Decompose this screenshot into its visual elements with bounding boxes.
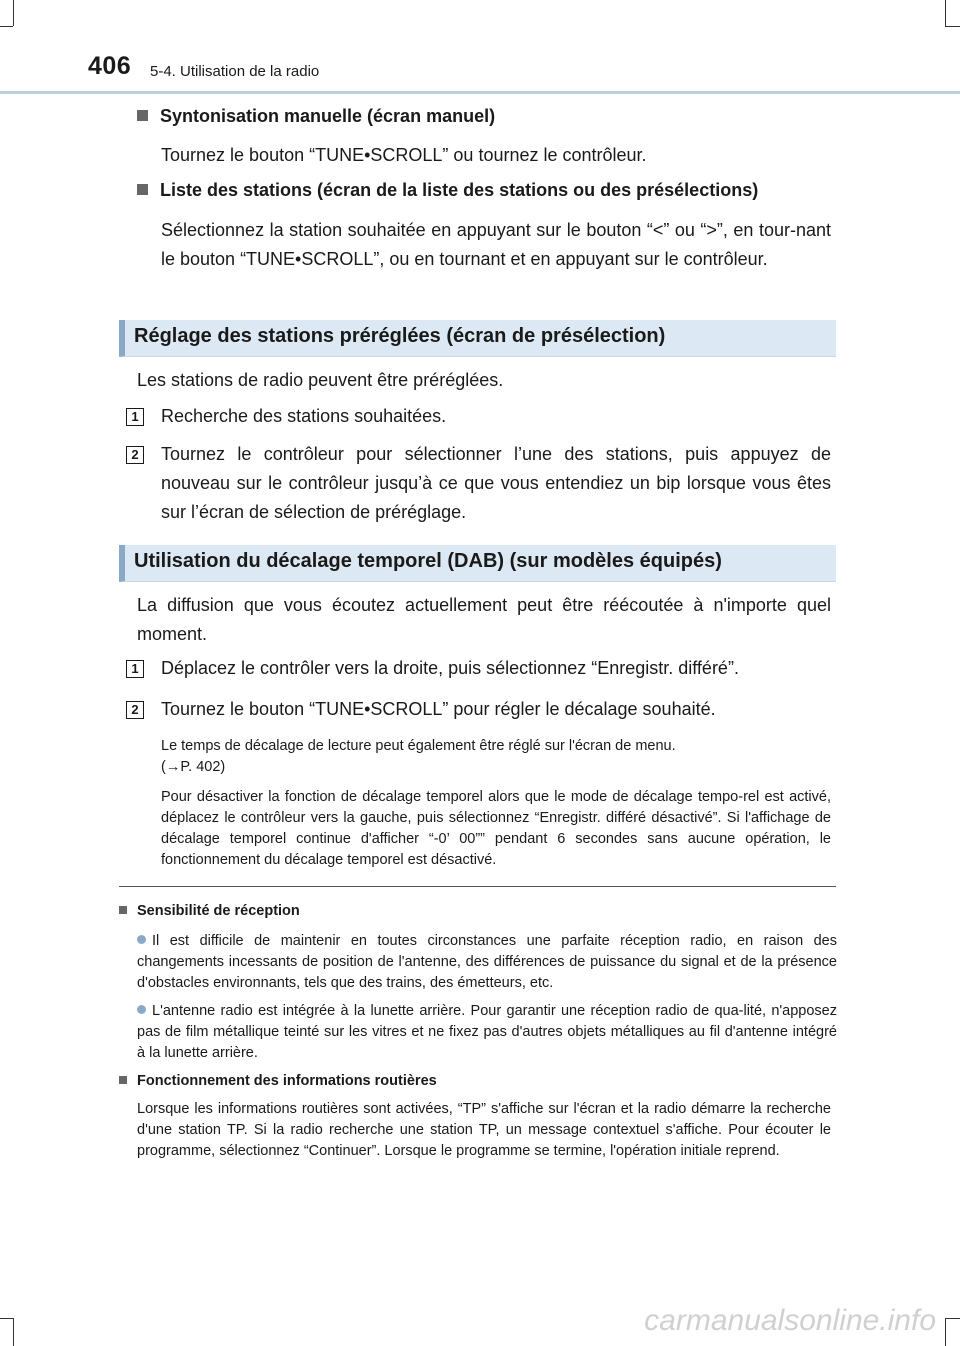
step-text: Déplacez le contrôler vers la droite, puis sélectionnez “Enregistr. différé”. — [161, 658, 739, 678]
page-number: 406 — [88, 52, 132, 80]
crop-mark — [13, 0, 14, 26]
bullet-icon — [137, 935, 146, 944]
note: Pour désactiver la fonction de décalage temporel alors que le mode de décalage tempo-rel est activé, déplacez le contrôleur vers la gauche, puis sélectionnez “Enregistr. différé désactivé”. Si l'affichage de décalage temporel continue d'afficher “-0’ 00”” pendant 6 secondes sans aucune opération, le fonctionnement du décalage temporel est désactivé. — [161, 789, 831, 868]
crop-mark — [945, 1318, 946, 1346]
station-list-heading: Liste des stations (écran de la liste des stations ou des présélections) — [137, 180, 758, 201]
section-header-preset: Réglage des stations préréglées (écran de présélection) — [119, 320, 836, 357]
step-text: Tournez le contrôleur pour sélectionner l’une des stations, puis appuyez de nouveau sur le contrôleur jusqu’à ce que vous entendiez un bip lorsque vous êtes sur l’écran de sélection de préréglage. — [161, 444, 831, 522]
list-item: Il est difficile de maintenir en toutes circonstances une parfaite réception radio, en raison des changements incessants de position de l'antenne, des différences de puissance du signal et de la présence d'obstacles environnants, tels que des trains, des émetteurs, etc. — [137, 933, 837, 991]
square-bullet-icon — [137, 110, 148, 121]
step-number: 2 — [126, 446, 144, 464]
crop-mark — [0, 26, 13, 27]
list-item: L'antenne radio est intégrée à la lunette arrière. Pour garantir une réception radio de qua-lité, n'apposez pas de film métallique teinté sur les vitres et ne fixez pas d'autres objets métalliques au fil d'antenne intégré à la lunette arrière. — [137, 1003, 837, 1061]
timeshift-intro: La diffusion que vous écoutez actuellement peut être réécoutée à n'importe quel moment. — [137, 595, 831, 644]
watermark: carmanualsonline.info — [644, 1304, 936, 1337]
step-text: Recherche des stations souhaitées. — [161, 406, 447, 426]
crop-mark — [945, 26, 960, 27]
traffic-heading: Fonctionnement des informations routières — [119, 1073, 437, 1089]
header-rule — [0, 91, 960, 94]
traffic-text: Lorsque les informations routières sont activées, “TP” s'affiche sur l'écran et la radio démarre la recherche d'une station TP. Si la radio recherche une station TP, un message contextuel s'affiche. Pour écouter le programme, sélectionnez “Continuer”. Lorsque le programme se termine, l'opération initiale reprend. — [137, 1101, 831, 1159]
crop-mark — [945, 1318, 960, 1319]
crop-mark — [0, 1318, 13, 1319]
square-bullet-icon — [119, 1076, 127, 1084]
section-title: 5-4. Utilisation de la radio — [150, 63, 320, 80]
sensitivity-heading: Sensibilité de réception — [119, 903, 300, 919]
crop-mark — [945, 0, 946, 26]
station-list-text: Sélectionnez la station souhaitée en appuyant sur le bouton “<” ou “>”, en tour-nant le bouton “TUNE•SCROLL”, ou en tournant et en appuyant sur le contrôleur. — [161, 220, 831, 269]
manual-heading: Syntonisation manuelle (écran manuel) — [137, 106, 495, 127]
step-number: 1 — [126, 660, 144, 678]
note: Le temps de décalage de lecture peut également être réglé sur l'écran de menu. (→P. 402) — [161, 738, 676, 775]
manual-text: Tournez le bouton “TUNE•SCROLL” ou tournez le contrôleur. — [161, 145, 647, 165]
step-number: 2 — [126, 701, 144, 719]
section-header-timeshift: Utilisation du décalage temporel (DAB) (sur modèles équipés) — [119, 545, 836, 582]
divider — [119, 886, 836, 887]
preset-intro: Les stations de radio peuvent être préréglées. — [137, 370, 504, 390]
square-bullet-icon — [119, 906, 127, 914]
step-number: 1 — [126, 408, 144, 426]
bullet-icon — [137, 1005, 146, 1014]
step-text: Tournez le bouton “TUNE•SCROLL” pour régler le décalage souhaité. — [161, 699, 716, 719]
crop-mark — [13, 1318, 14, 1346]
square-bullet-icon — [137, 184, 148, 195]
